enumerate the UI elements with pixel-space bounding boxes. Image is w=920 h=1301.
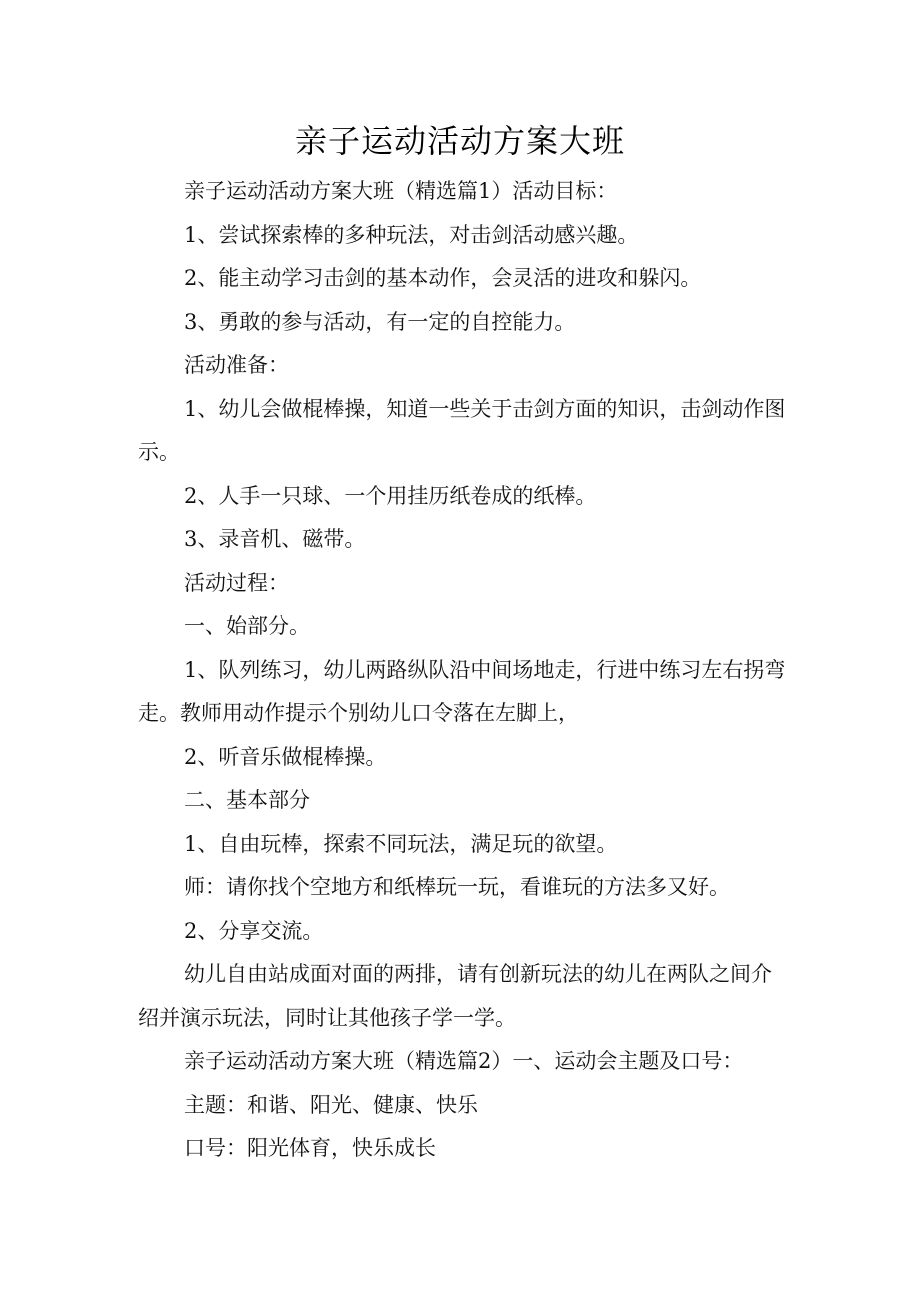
paragraph: 2、听音乐做棍棒操。 [184,744,387,769]
paragraph: 2、分享交流。 [184,918,324,943]
paragraph: 口号：阳光体育，快乐成长 [184,1136,436,1160]
paragraph: 主题：和谐、阳光、健康、快乐 [184,1092,478,1117]
paragraph: 2、能主动学习击剑的基本动作，会灵活的进攻和躲闪。 [184,266,702,290]
paragraph: 活动过程： [184,570,289,595]
paragraph: 3、勇敢的参与活动，有一定的自控能力。 [184,309,576,334]
paragraph: 1、幼儿会做棍棒操，知道一些关于击剑方面的知识，击剑动作图示。 [138,396,786,464]
paragraph: 1、自由玩棒，探索不同玩法，满足玩的欲望。 [184,831,618,856]
paragraph: 一、始部分。 [184,614,310,638]
document-body [138,170,788,1171]
document-title: 亲子运动活动方案大班 [294,122,625,160]
paragraph: 3、录音机、磁带。 [184,527,366,551]
paragraph: 亲子运动活动方案大班（精选篇2）一、运动会主题及口号： [184,1049,744,1073]
paragraph: 1、队列练习，幼儿两路纵队沿中间场地走，行进中练习左右拐弯走。教师用动作提示个别幼儿口令落在左脚上， [138,657,786,725]
paragraph: 1、尝试探索棒的多种玩法，对击剑活动感兴趣。 [184,222,639,247]
paragraph: 活动准备： [184,353,289,377]
paragraph: 二、基本部分 [184,788,310,812]
paragraph: 师：请你找个空地方和纸棒玩一玩，看谁玩的方法多又好。 [184,875,730,899]
paragraph: 亲子运动活动方案大班（精选篇1）活动目标： [184,179,618,203]
paragraph: 2、人手一只球、一个用挂历纸卷成的纸棒。 [184,483,597,508]
paragraph: 幼儿自由站成面对面的两排，请有创新玩法的幼儿在两队之间介绍并演示玩法，同时让其他孩子学一学。 [138,962,772,1030]
